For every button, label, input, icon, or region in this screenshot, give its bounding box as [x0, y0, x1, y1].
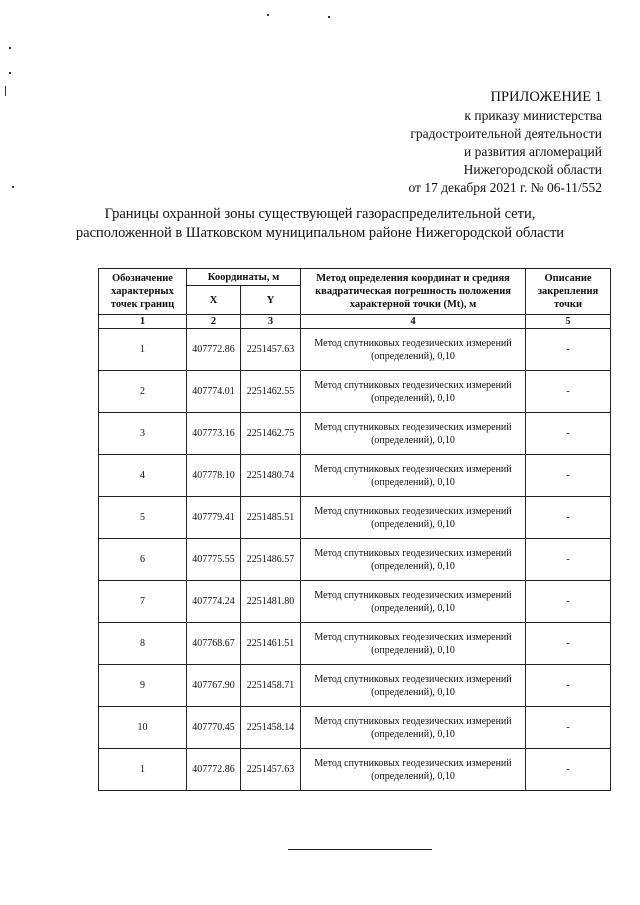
scan-speck: [267, 14, 269, 16]
point-number: 5: [99, 497, 187, 539]
header-y: Y: [241, 286, 301, 315]
description-cell: -: [526, 371, 611, 413]
coord-y: 2251485.51: [241, 497, 301, 539]
table-row: [99, 371, 611, 413]
appendix-line: к приказу министерства: [464, 108, 602, 123]
column-number: 3: [241, 315, 301, 329]
coordinates-table: [98, 268, 611, 791]
column-number: 4: [301, 315, 526, 329]
coord-y: 2251457.63: [241, 749, 301, 791]
table-row: [99, 707, 611, 749]
coord-x: 407778.10: [187, 455, 241, 497]
coord-y: 2251480.74: [241, 455, 301, 497]
point-number: 2: [99, 371, 187, 413]
coord-x: 407774.24: [187, 581, 241, 623]
table-row: [99, 665, 611, 707]
description-cell: -: [526, 413, 611, 455]
coord-x: 407775.55: [187, 539, 241, 581]
coord-x: 407770.45: [187, 707, 241, 749]
point-number: 3: [99, 413, 187, 455]
column-number-row: [99, 315, 611, 329]
appendix-line: градостроительной деятельности: [410, 126, 602, 141]
method-cell: Метод спутниковых геодезических измерений (определений), 0,10: [301, 329, 526, 371]
coord-x: 407774.01: [187, 371, 241, 413]
point-number: 1: [99, 749, 187, 791]
point-number: 4: [99, 455, 187, 497]
appendix-line: Нижегородской области: [463, 162, 602, 177]
table-row: [99, 329, 611, 371]
table-row: [99, 455, 611, 497]
method-cell: Метод спутниковых геодезических измерений (определений), 0,10: [301, 581, 526, 623]
header-description: Описание закрепления точки: [526, 269, 611, 315]
scan-speck: [328, 16, 330, 18]
scan-speck: [9, 72, 11, 74]
coord-x: 407772.86: [187, 749, 241, 791]
appendix-line: и развития агломераций: [463, 144, 602, 159]
header-designation: Обозначение характерных точек границ: [99, 269, 187, 315]
description-cell: -: [526, 707, 611, 749]
method-cell: Метод спутниковых геодезических измерений (определений), 0,10: [301, 413, 526, 455]
coord-y: 2251457.63: [241, 329, 301, 371]
method-cell: Метод спутниковых геодезических измерений (определений), 0,10: [301, 371, 526, 413]
description-cell: -: [526, 329, 611, 371]
description-cell: -: [526, 623, 611, 665]
coord-y: 2251461.51: [241, 623, 301, 665]
description-cell: -: [526, 665, 611, 707]
table-row: [99, 581, 611, 623]
method-cell: Метод спутниковых геодезических измерений (определений), 0,10: [301, 707, 526, 749]
appendix-heading: ПРИЛОЖЕНИЕ 1: [490, 89, 602, 105]
coord-x: 407772.86: [187, 329, 241, 371]
point-number: 8: [99, 623, 187, 665]
appendix-line: от 17 декабря 2021 г. № 06-11/552: [408, 180, 602, 195]
description-cell: -: [526, 539, 611, 581]
method-cell: Метод спутниковых геодезических измерений (определений), 0,10: [301, 539, 526, 581]
method-cell: Метод спутниковых геодезических измерений (определений), 0,10: [301, 497, 526, 539]
method-cell: Метод спутниковых геодезических измерений (определений), 0,10: [301, 623, 526, 665]
column-number: 5: [526, 315, 611, 329]
header-coordinates: Координаты, м: [187, 269, 301, 286]
coord-y: 2251458.71: [241, 665, 301, 707]
coord-y: 2251462.55: [241, 371, 301, 413]
point-number: 1: [99, 329, 187, 371]
description-cell: -: [526, 581, 611, 623]
point-number: 7: [99, 581, 187, 623]
table-row: [99, 749, 611, 791]
signature-line: [288, 849, 432, 850]
appendix-block: [302, 88, 602, 197]
scan-speck: [9, 47, 11, 49]
point-number: 6: [99, 539, 187, 581]
table-row: [99, 623, 611, 665]
point-number: 9: [99, 665, 187, 707]
coord-x: 407767.90: [187, 665, 241, 707]
coord-x: 407768.67: [187, 623, 241, 665]
document-title-line: расположенной в Шатковском муниципальном районе Нижегородской области: [75, 225, 565, 241]
column-number: 2: [187, 315, 241, 329]
scan-speck: [12, 186, 14, 188]
table-header-row: [99, 269, 611, 286]
description-cell: -: [526, 455, 611, 497]
coord-x: 407779.41: [187, 497, 241, 539]
point-number: 10: [99, 707, 187, 749]
method-cell: Метод спутниковых геодезических измерений (определений), 0,10: [301, 749, 526, 791]
scan-speck: [5, 86, 6, 96]
coord-y: 2251486.57: [241, 539, 301, 581]
document-title-line: Границы охранной зоны существующей газораспределительной сети,: [104, 206, 536, 222]
header-x: X: [187, 286, 241, 315]
header-method: Метод определения координат и средняя квадратическая погрешность положения характерной точки (Mt), м: [301, 269, 526, 315]
method-cell: Метод спутниковых геодезических измерений (определений), 0,10: [301, 455, 526, 497]
coord-x: 407773.16: [187, 413, 241, 455]
table-row: [99, 413, 611, 455]
description-cell: -: [526, 749, 611, 791]
coord-y: 2251481.80: [241, 581, 301, 623]
coord-y: 2251462.75: [241, 413, 301, 455]
description-cell: -: [526, 497, 611, 539]
table-row: [99, 497, 611, 539]
table-row: [99, 539, 611, 581]
method-cell: Метод спутниковых геодезических измерений (определений), 0,10: [301, 665, 526, 707]
document-title: [40, 205, 600, 243]
column-number: 1: [99, 315, 187, 329]
coord-y: 2251458.14: [241, 707, 301, 749]
